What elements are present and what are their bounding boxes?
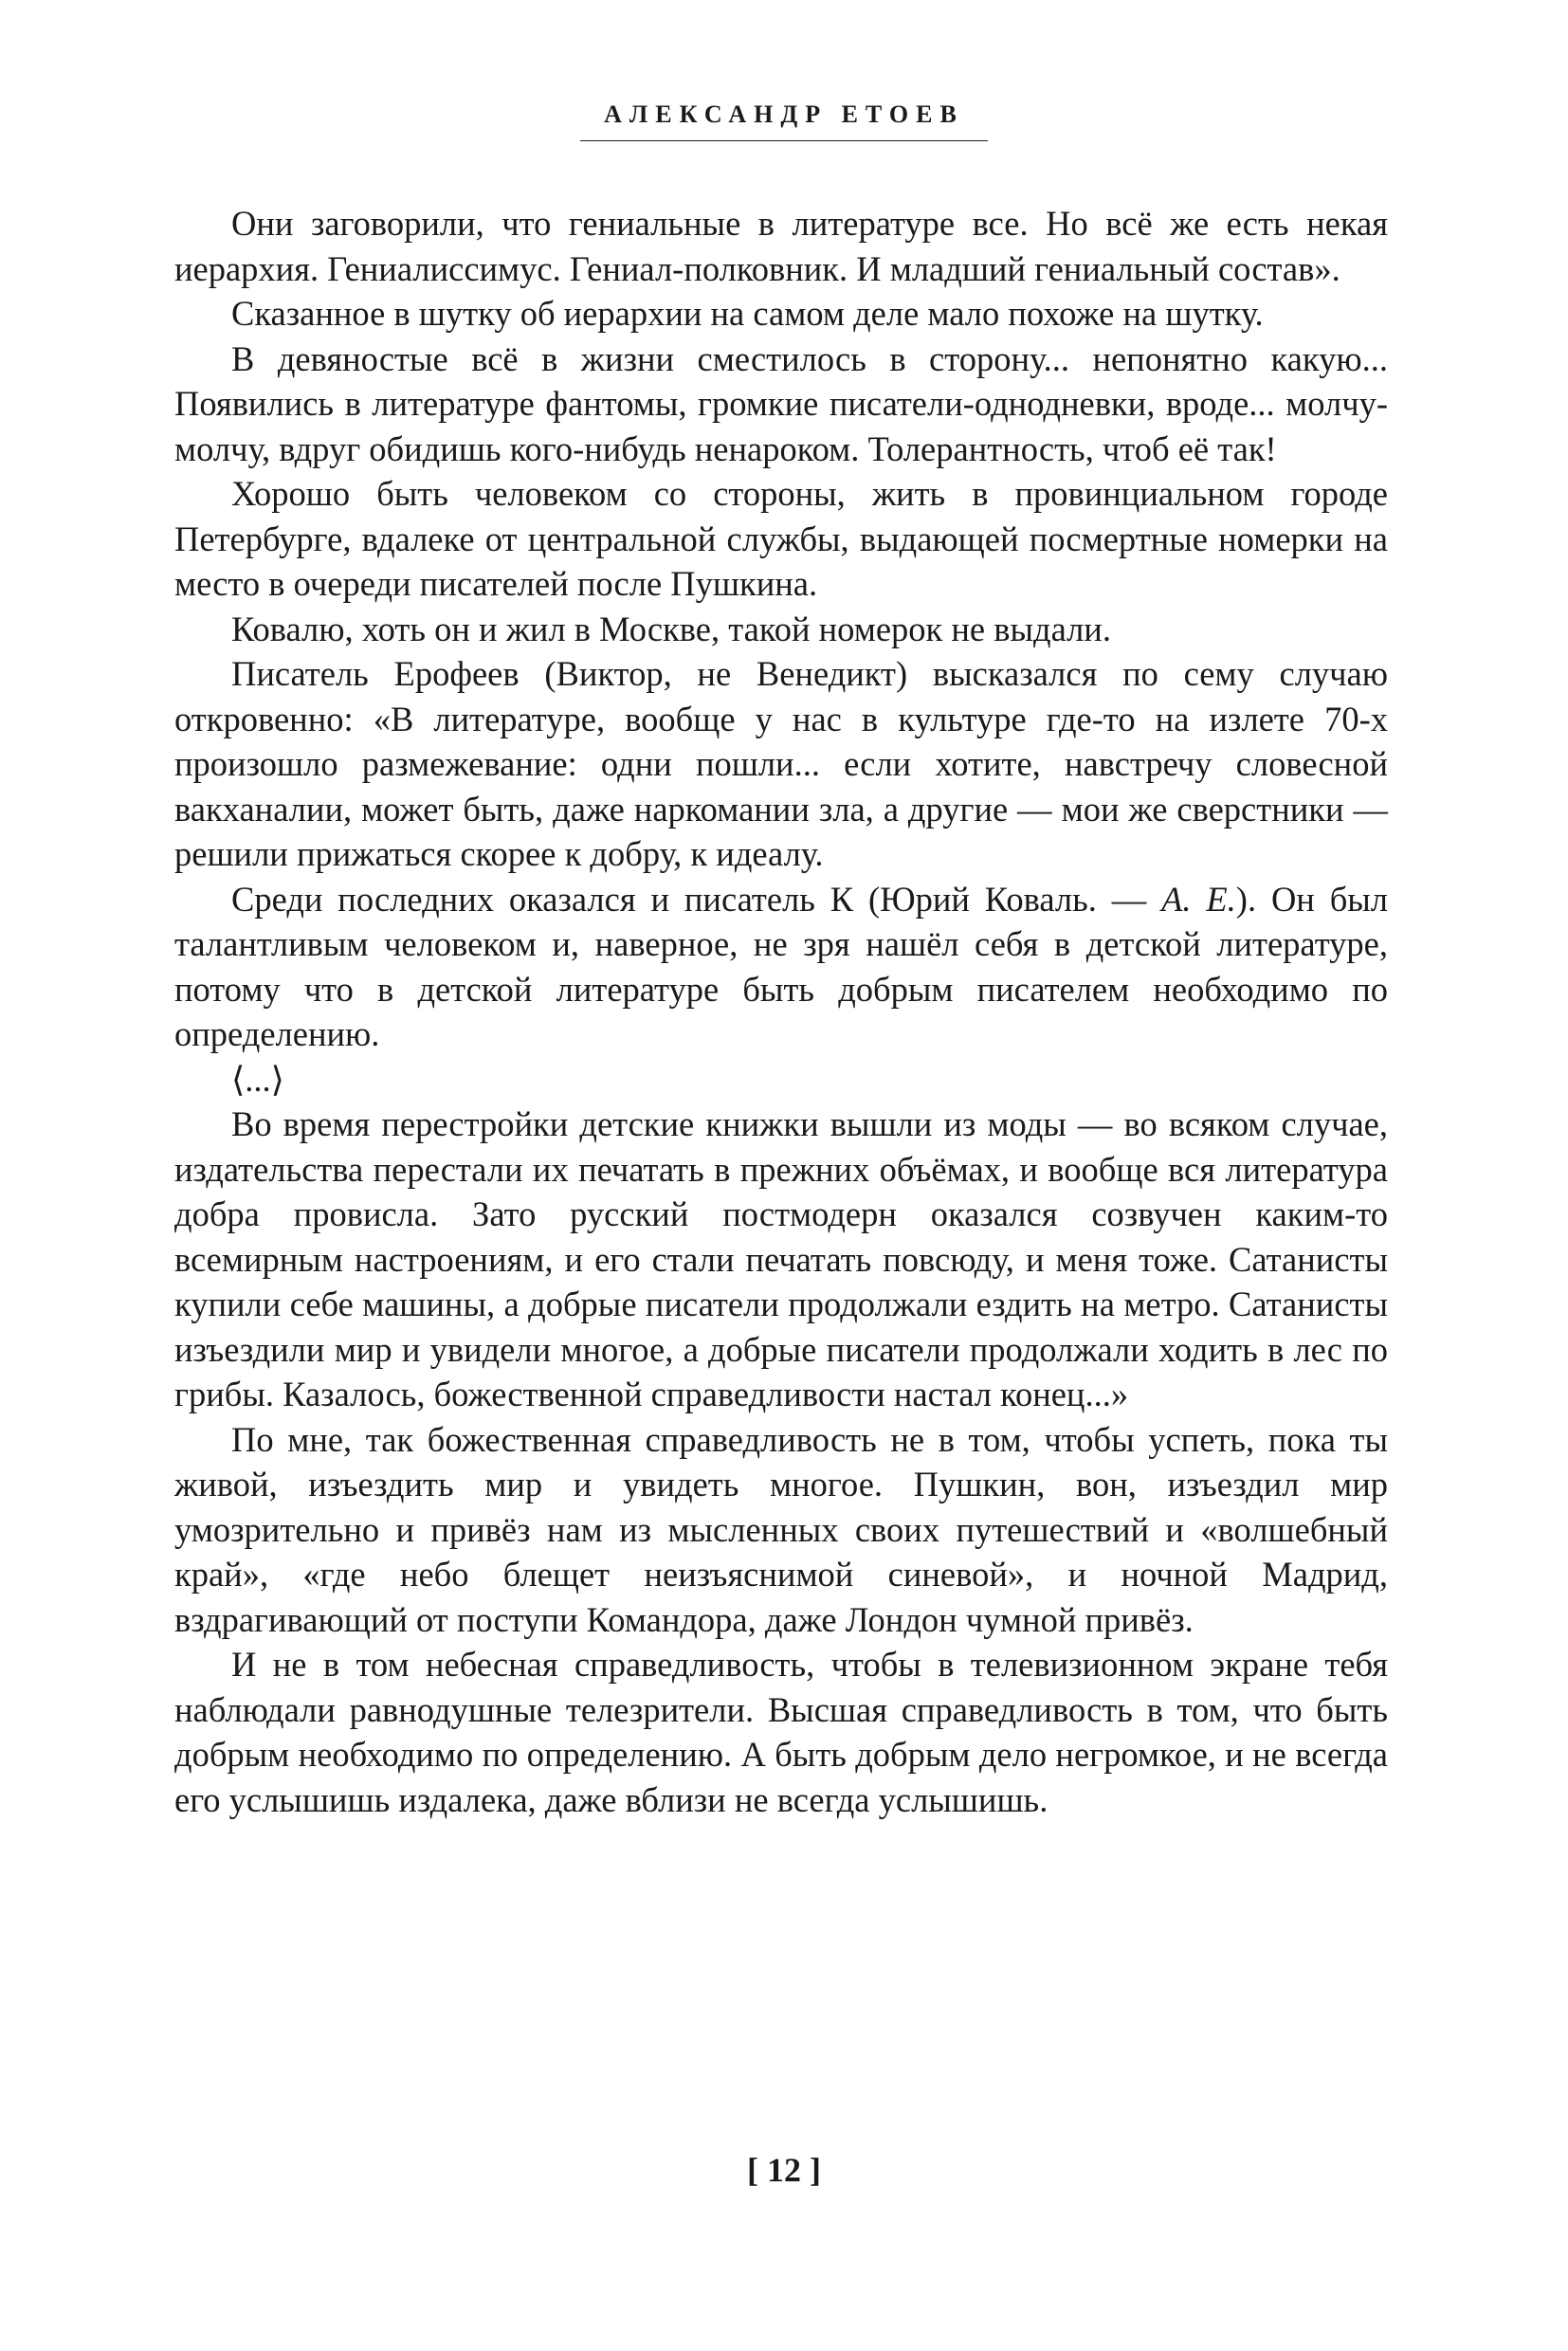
paragraph: Хорошо быть человеком со стороны, жить в провинциальном городе Петербурге, вдалеке от центральной службы, выдающей посмертные номерки на место в очереди писателей после Пушкина.	[174, 474, 1388, 603]
paragraph: По мне, так божественная справедливость не в том, чтобы успеть, пока ты живой, изъездить мир и увидеть многое. Пушкин, вон, изъездил мир умозрительно и привёз нам из мысленных своих путешествий и «волшебный край», «где небо блещет неизъяснимой синевой», и ночной Мадрид, вздрагивающий от поступи Командора, даже Лондон чумной привёз.	[174, 1419, 1388, 1639]
paragraph-text: Среди последних оказался и писатель К (Юрий Коваль. —	[231, 879, 1162, 919]
paragraph: Они заговорили, что гениальные в литературе все. Но всё же есть некая иерархия. Гениалиссимус. Гениал-полковник. И младший гениальный состав».	[174, 204, 1388, 288]
paragraph	[174, 877, 1388, 1057]
paragraph: Ковалю, хоть он и жил в Москве, такой номерок не выдали.	[231, 609, 1111, 648]
paragraph: Во время перестройки детские книжки вышли из моды — во всяком случае, издательства перестали их печатать в прежних объёмах, и вообще вся литература добра провисла. Зато русский постмодерн оказался созвучен каким-то всемирным настроениям, и его стали печатать повсюду, и меня тоже. Сатанисты купили себе машины, а добрые писатели продолжали ездить на метро. Сатанисты изъездили мир и увидели многое, а добрые писатели продолжали ходить в лес по грибы. Казалось, божественной справедливости настал конец...»	[174, 1104, 1388, 1413]
paragraph: Сказанное в шутку об иерархии на самом деле мало похоже на шутку.	[231, 294, 1264, 333]
paragraph: В девяностые всё в жизни сместилось в сторону... непонятно какую... Появились в литературе фантомы, громкие писатели-однодневки, вроде... молчу-молчу, вдруг обидишь кого-нибудь ненароком. Толерантность, чтоб её так!	[174, 338, 1388, 468]
paragraph: И не в том небесная справедливость, чтобы в телевизионном экране тебя наблюдали равнодушные телезрители. Высшая справедливость в том, что быть добрым необходимо по определению. А быть добрым дело негромкое, и не всегда его услышишь издалека, даже вблизи не всегда услышишь.	[174, 1645, 1388, 1819]
initials-italic: А. Е.	[1161, 879, 1236, 919]
body-text	[174, 201, 1388, 1822]
running-head-rule	[580, 140, 988, 141]
paragraph: Писатель Ерофеев (Виктор, не Венедикт) высказался по сему случаю откровенно: «В литературе, вообще у нас в культуре где-то на излете 70-х произошло размежевание: одни пошли... если хотите, навстречу словесной вакханалии, может быть, даже наркомании зла, а другие — мои же сверстники — решили прижаться скорее к добру, к идеалу.	[174, 654, 1388, 873]
ellipsis-omission: ⟨...⟩	[231, 1059, 284, 1099]
paragraph-text: ). Он был талантливым человеком и, наверное, не зря нашёл себя в детской литературе, потому что в детской литературе быть добрым писателем необходимо по определению.	[174, 879, 1389, 1053]
running-head-author: АЛЕКСАНДР ЕТОЕВ	[604, 100, 964, 128]
page-number: [ 12 ]	[747, 2151, 821, 2189]
